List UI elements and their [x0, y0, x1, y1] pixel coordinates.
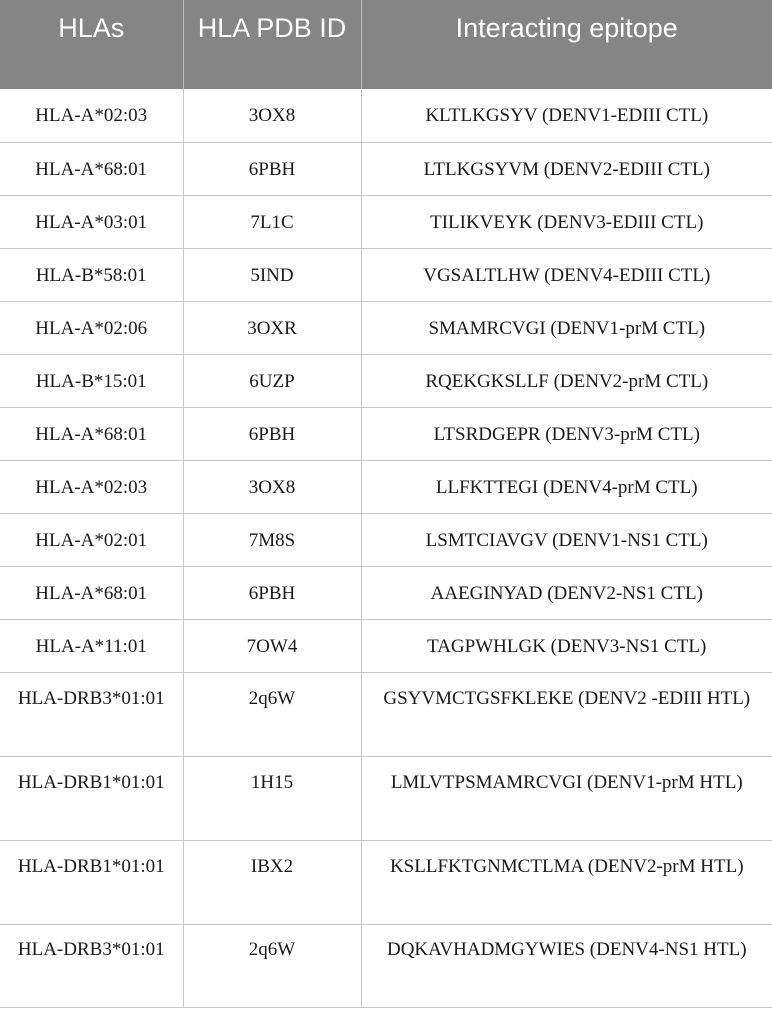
table-row [0, 924, 772, 1007]
table-row [0, 513, 772, 566]
epitope-cell: SMAMRCVGI (DENV1-prM CTL) [361, 301, 772, 354]
table-row [0, 248, 772, 301]
table-row [0, 195, 772, 248]
pdb-id-cell: 3OXR [183, 301, 361, 354]
table-row [0, 672, 772, 756]
pdb-id-cell: 7L1C [183, 195, 361, 248]
table-row [0, 301, 772, 354]
epitope-cell: LTLKGSYVM (DENV2-EDIII CTL) [361, 142, 772, 195]
epitope-cell: RQEKGKSLLF (DENV2-prM CTL) [361, 354, 772, 407]
header-hla-pdb-id: HLA PDB ID [183, 0, 361, 89]
pdb-id-cell: 6PBH [183, 566, 361, 619]
pdb-id-cell: 7OW4 [183, 619, 361, 672]
hla-cell: HLA-DRB3*01:01 [0, 672, 183, 756]
hla-cell: HLA-A*03:01 [0, 195, 183, 248]
hla-cell: HLA-A*02:06 [0, 301, 183, 354]
hla-cell: HLA-A*68:01 [0, 566, 183, 619]
table-row [0, 619, 772, 672]
pdb-id-cell: 3OX8 [183, 89, 361, 142]
table-row [0, 460, 772, 513]
hla-cell: HLA-DRB1*01:01 [0, 840, 183, 924]
pdb-id-cell: 6PBH [183, 407, 361, 460]
hla-cell: HLA-A*68:01 [0, 407, 183, 460]
epitope-cell: LMLVTPSMAMRCVGI (DENV1-prM HTL) [361, 756, 772, 840]
hla-cell: HLA-DRB1*01:01 [0, 756, 183, 840]
pdb-id-cell: 2q6W [183, 672, 361, 756]
header-row [0, 0, 772, 89]
epitope-cell: KSLLFKTGNMCTLMA (DENV2-prM HTL) [361, 840, 772, 924]
epitope-cell: DQKAVHADMGYWIES (DENV4-NS1 HTL) [361, 924, 772, 1007]
hla-cell: HLA-B*15:01 [0, 354, 183, 407]
epitope-cell: AAEGINYAD (DENV2-NS1 CTL) [361, 566, 772, 619]
header-hlas: HLAs [0, 0, 183, 89]
table-row [0, 354, 772, 407]
table-row [0, 89, 772, 142]
hla-cell: HLA-B*58:01 [0, 248, 183, 301]
hla-cell: HLA-A*02:03 [0, 460, 183, 513]
pdb-id-cell: 2q6W [183, 924, 361, 1007]
epitope-cell: LLFKTTEGI (DENV4-prM CTL) [361, 460, 772, 513]
pdb-id-cell: 7M8S [183, 513, 361, 566]
epitope-cell: KLTLKGSYV (DENV1-EDIII CTL) [361, 89, 772, 142]
header-interacting-epitope: Interacting epitope [361, 0, 772, 89]
table-row [0, 142, 772, 195]
hla-cell: HLA-A*68:01 [0, 142, 183, 195]
epitope-cell: TAGPWHLGK (DENV3-NS1 CTL) [361, 619, 772, 672]
epitope-cell: VGSALTLHW (DENV4-EDIII CTL) [361, 248, 772, 301]
pdb-id-cell: 3OX8 [183, 460, 361, 513]
pdb-id-cell: 6UZP [183, 354, 361, 407]
table-row [0, 566, 772, 619]
hla-cell: HLA-A*02:03 [0, 89, 183, 142]
epitope-cell: LTSRDGEPR (DENV3-prM CTL) [361, 407, 772, 460]
table-row [0, 407, 772, 460]
table-row [0, 840, 772, 924]
hla-cell: HLA-A*11:01 [0, 619, 183, 672]
hla-cell: HLA-A*02:01 [0, 513, 183, 566]
epitope-cell: GSYVMCTGSFKLEKE (DENV2 -EDIII HTL) [361, 672, 772, 756]
epitope-cell: TILIKVEYK (DENV3-EDIII CTL) [361, 195, 772, 248]
pdb-id-cell: 6PBH [183, 142, 361, 195]
hla-cell: HLA-DRB3*01:01 [0, 924, 183, 1007]
table-row [0, 756, 772, 840]
pdb-id-cell: 1H15 [183, 756, 361, 840]
epitope-cell: LSMTCIAVGV (DENV1-NS1 CTL) [361, 513, 772, 566]
pdb-id-cell: IBX2 [183, 840, 361, 924]
pdb-id-cell: 5IND [183, 248, 361, 301]
